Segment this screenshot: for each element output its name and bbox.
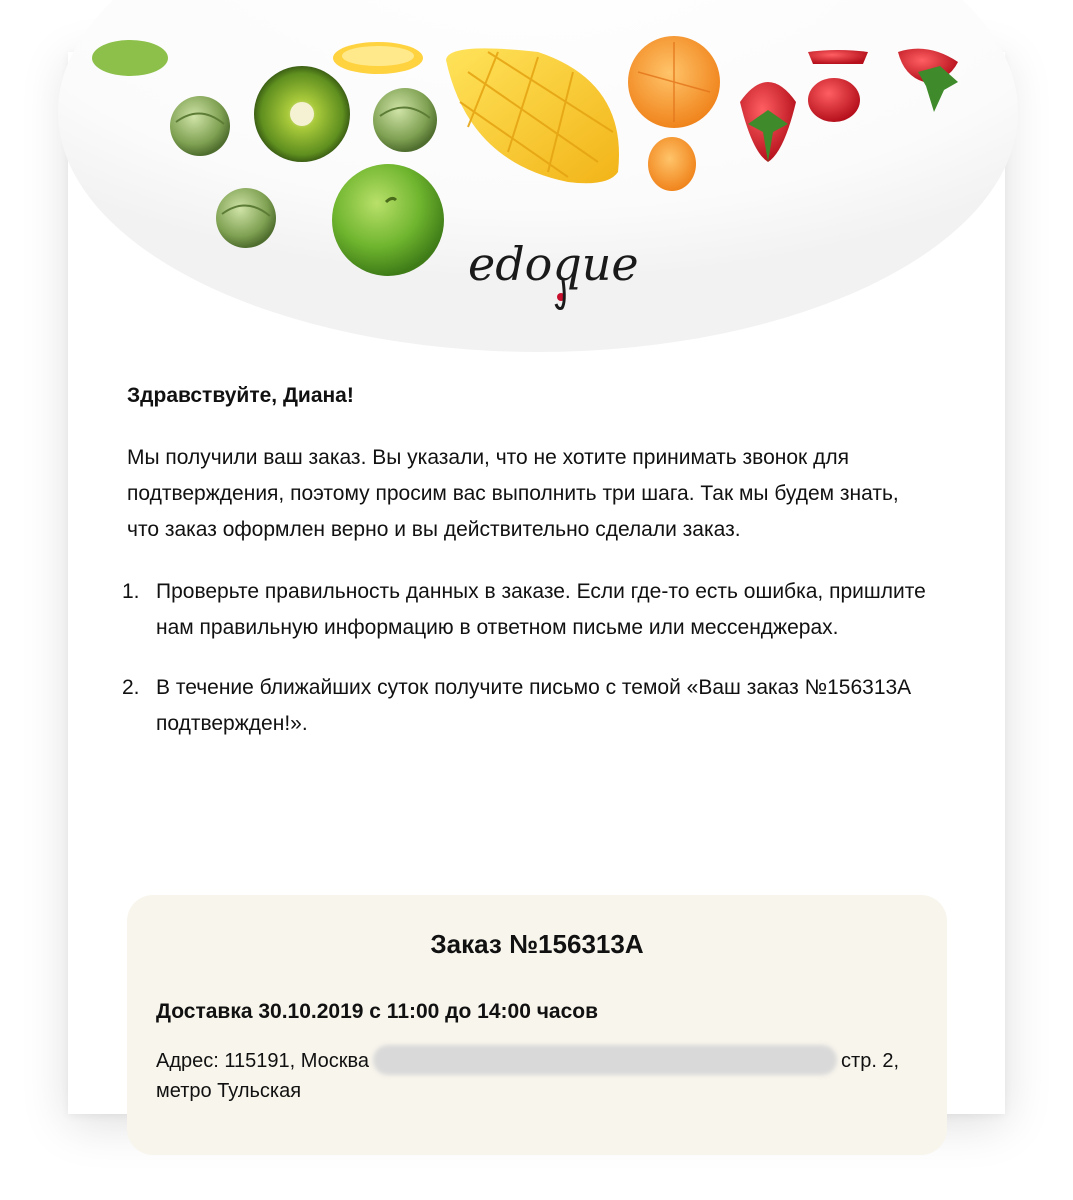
delivery-address [156,1045,916,1106]
greeting: Здравствуйте, Диана! [127,384,354,407]
edoque-logo [466,222,639,317]
list-item [122,670,927,742]
address-prefix: Адрес: 115191, Москва [156,1050,370,1072]
order-title: Заказ №156313А [430,929,644,959]
steps-list [122,574,927,742]
step-number: 1. [122,580,140,603]
hero-fruit-banner [68,52,1005,372]
email-body [122,382,927,766]
intro-paragraph: Мы получили ваш заказ. Вы указали, что не хотите принимать звонок для подтверждения, поэтому просим вас выполнить три шага. Так мы будем знать, что заказ оформлен верно и вы действительно сделали заказ. [127,446,899,541]
step-text: В течение ближайших суток получите письмо с темой «Ваш заказ №156313А подтвержден!». [156,676,912,735]
address-suffix: стр. 2, метро Тульская [156,1050,900,1102]
step-text: Проверьте правильность данных в заказе. Если где-то есть ошибка, пришлите нам правильную информацию в ответном письме или мессенджерах. [156,580,926,639]
redacted-street [373,1045,837,1075]
order-summary-box [127,895,947,1155]
list-item [122,574,927,646]
delivery-time: Доставка 30.10.2019 с 11:00 до 14:00 часов [156,1000,599,1023]
step-number: 2. [122,676,140,699]
logo-wordmark: edoque [468,237,639,291]
fruit-illustration [68,52,1005,372]
email-card [68,52,1005,1114]
